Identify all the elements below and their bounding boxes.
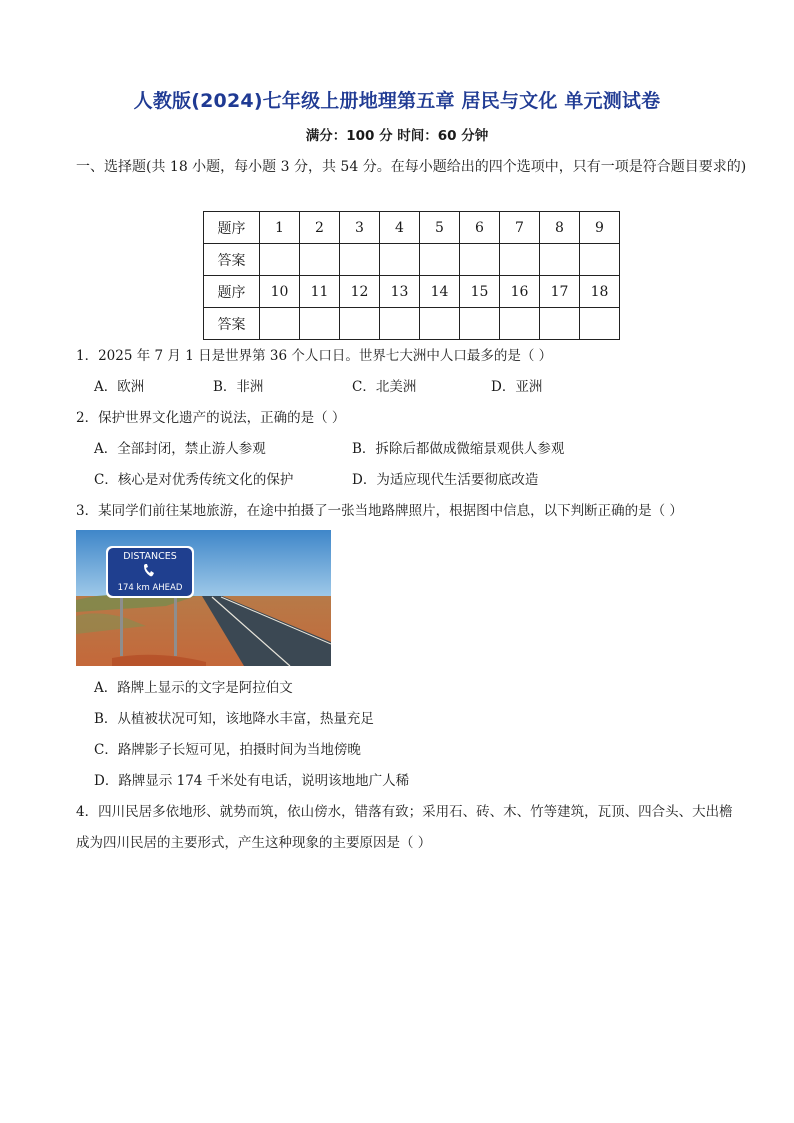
question-number: 17 [540, 276, 580, 308]
answer-cell[interactable] [500, 244, 540, 276]
answer-cell[interactable] [300, 308, 340, 340]
question-number: 4 [380, 212, 420, 244]
question-2-stem: 2．保护世界文化遗产的说法，正确的是（ ） [76, 410, 346, 426]
question-1-option-b[interactable]: B．非洲 [213, 379, 264, 395]
question-3-option-b[interactable]: B．从植被状况可知，该地降水丰富，热量充足 [94, 711, 374, 727]
answer-cell[interactable] [260, 244, 300, 276]
answer-cell[interactable] [540, 308, 580, 340]
question-4-stem-line2: 成为四川民居的主要形式，产生这种现象的主要原因是（ ） [76, 835, 432, 851]
row-label: 题序 [204, 212, 260, 244]
answer-cell[interactable] [380, 244, 420, 276]
question-number: 1 [260, 212, 300, 244]
question-number: 15 [460, 276, 500, 308]
exam-title: 人教版(2024)七年级上册地理第五章 居民与文化 单元测试卷 [133, 90, 661, 112]
question-2-option-b[interactable]: B．拆除后都做成微缩景观供人参观 [352, 441, 565, 457]
question-number: 18 [580, 276, 620, 308]
question-number: 6 [460, 212, 500, 244]
question-3-option-c[interactable]: C．路牌影子长短可见，拍摄时间为当地傍晚 [94, 742, 361, 758]
answer-cell[interactable] [460, 244, 500, 276]
table-row [204, 244, 620, 276]
question-3-option-a[interactable]: A．路牌上显示的文字是阿拉伯文 [94, 680, 293, 696]
answer-cell[interactable] [420, 308, 460, 340]
question-number: 3 [340, 212, 380, 244]
row-label: 答案 [204, 308, 260, 340]
answer-cell[interactable] [540, 244, 580, 276]
answer-cell[interactable] [500, 308, 540, 340]
question-number: 12 [340, 276, 380, 308]
answer-cell[interactable] [340, 244, 380, 276]
question-2-option-c[interactable]: C．核心是对优秀传统文化的保护 [94, 472, 294, 488]
question-number: 10 [260, 276, 300, 308]
row-label: 答案 [204, 244, 260, 276]
row-label: 题序 [204, 276, 260, 308]
answer-cell[interactable] [460, 308, 500, 340]
question-1-option-c[interactable]: C．北美洲 [352, 379, 417, 395]
answer-cell[interactable] [260, 308, 300, 340]
road-sign-illustration [76, 530, 331, 666]
answer-table [203, 211, 620, 340]
table-row [204, 276, 620, 308]
question-3-stem: 3．某同学们前往某地旅游，在途中拍摄了一张当地路牌照片，根据图中信息，以下判断正确的是（ ） [76, 503, 683, 519]
answer-cell[interactable] [380, 308, 420, 340]
question-number: 14 [420, 276, 460, 308]
question-number: 8 [540, 212, 580, 244]
road-sign-photo [76, 530, 331, 666]
exam-subtitle: 满分：100 分 时间：60 分钟 [305, 128, 489, 144]
question-2-option-a[interactable]: A．全部封闭，禁止游人参观 [94, 441, 266, 457]
sign-text-line2: 174 km AHEAD [117, 583, 183, 593]
question-number: 2 [300, 212, 340, 244]
answer-cell[interactable] [300, 244, 340, 276]
answer-cell[interactable] [420, 244, 460, 276]
question-2-option-d[interactable]: D．为适应现代生活要彻底改造 [352, 472, 539, 488]
table-row [204, 308, 620, 340]
answer-cell[interactable] [340, 308, 380, 340]
question-number: 5 [420, 212, 460, 244]
question-3-option-d[interactable]: D．路牌显示 174 千米处有电话，说明该地地广人稀 [94, 773, 410, 789]
question-1-option-d[interactable]: D．亚洲 [491, 379, 543, 395]
question-4-stem-line1: 4．四川民居多依地形、就势而筑，依山傍水，错落有致；采用石、砖、木、竹等建筑，瓦顶、四合头、大出檐 [76, 804, 733, 820]
question-number: 13 [380, 276, 420, 308]
question-1-option-a[interactable]: A．欧洲 [94, 379, 145, 395]
question-1-stem: 1．2025 年 7 月 1 日是世界第 36 个人口日。世界七大洲中人口最多的是（ ） [76, 348, 553, 364]
table-row [204, 212, 620, 244]
question-number: 11 [300, 276, 340, 308]
sign-text-line1: DISTANCES [123, 551, 177, 562]
answer-cell[interactable] [580, 244, 620, 276]
answer-cell[interactable] [580, 308, 620, 340]
question-number: 7 [500, 212, 540, 244]
section-heading: 一、选择题(共 18 小题，每小题 3 分，共 54 分。在每小题给出的四个选项中，只有一项是符合题目要求的) [76, 159, 747, 175]
question-number: 9 [580, 212, 620, 244]
question-number: 16 [500, 276, 540, 308]
